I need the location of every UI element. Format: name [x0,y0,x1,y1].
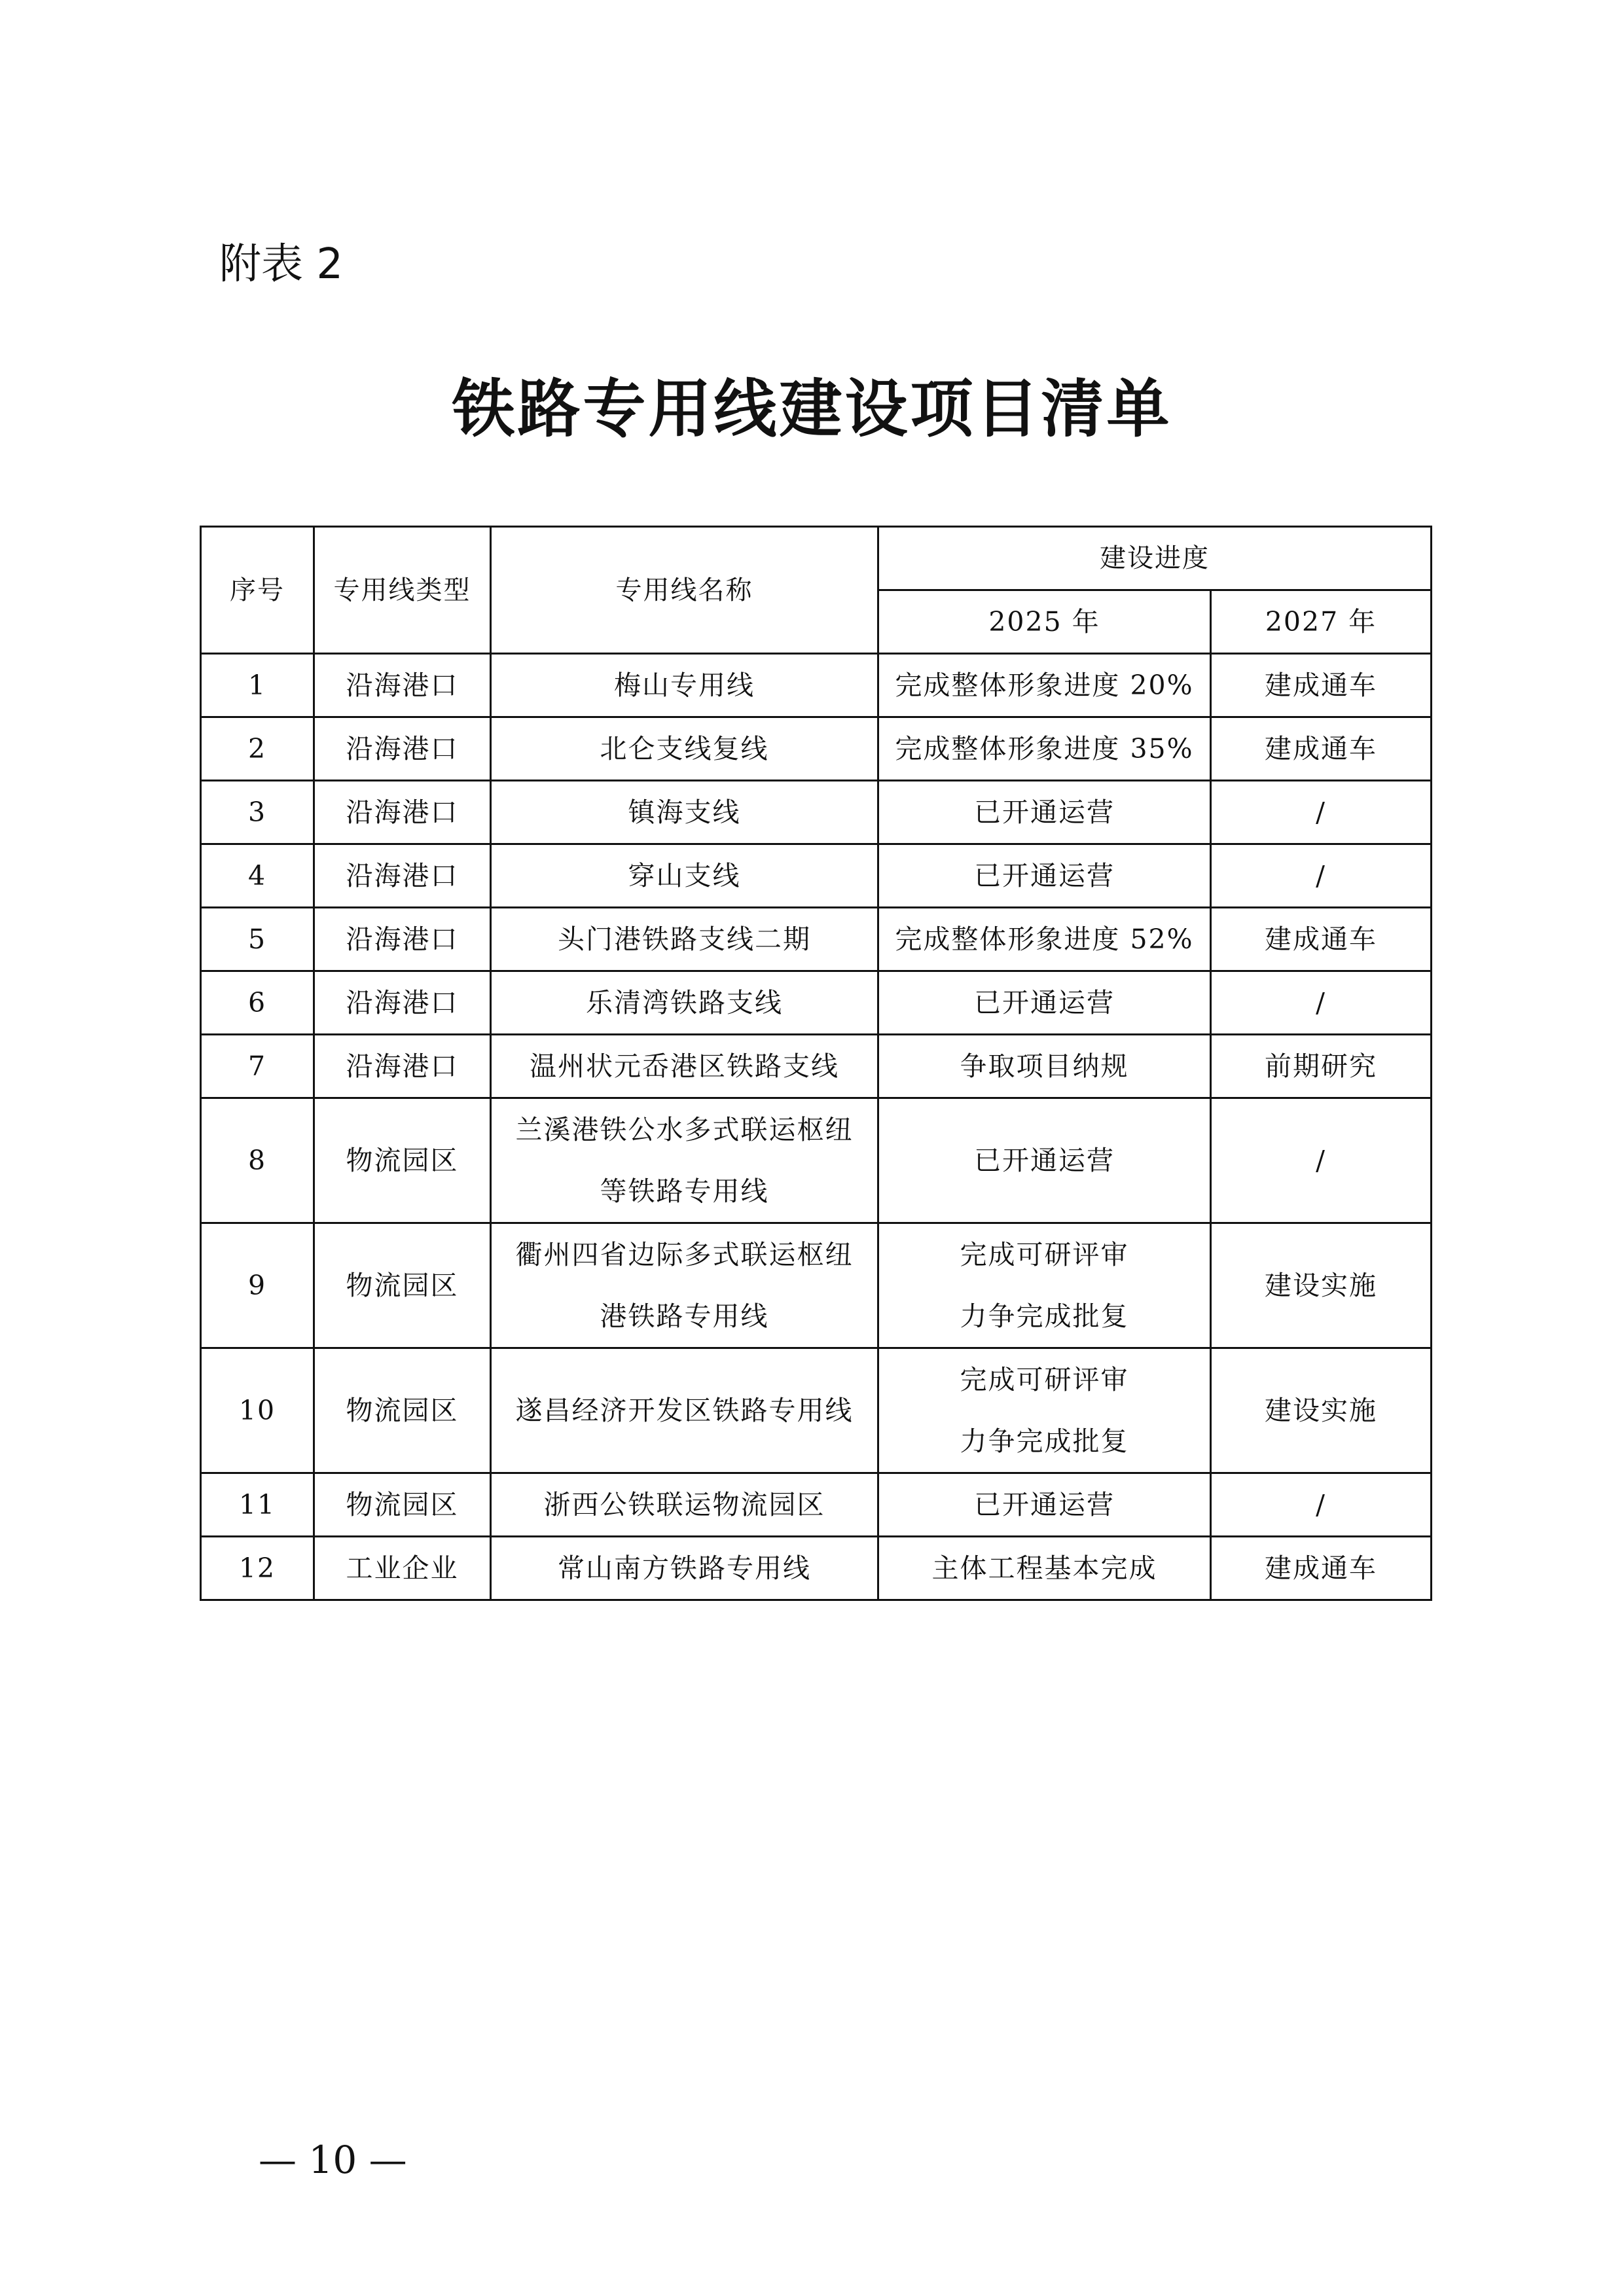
cell-2025-line: 已开通运营 [974,797,1115,828]
cell-2025 [878,1223,1211,1348]
cell-2025 [878,908,1211,971]
cell-name-line: 浙西公铁联运物流园区 [543,1489,825,1520]
cell-name-line: 温州状元岙港区铁路支线 [530,1050,839,1082]
cell-name [491,1348,878,1473]
cell-type: 物流园区 [314,1473,491,1537]
cell-2025-line: 完成可研评审 [960,1239,1129,1270]
cell-2027: / [1211,781,1432,844]
cell-index: 9 [201,1223,314,1348]
cell-2027: 建设实施 [1211,1223,1432,1348]
cell-name-line: 衢州四省边际多式联运枢纽 [515,1239,854,1270]
cell-name [491,1098,878,1223]
table-row [201,844,1432,908]
cell-2025-line: 力争完成批复 [960,1426,1129,1457]
table-row [201,908,1432,971]
table-row [201,1537,1432,1600]
cell-2027: 建成通车 [1211,654,1432,717]
cell-name [491,717,878,781]
cell-2025-line: 已开通运营 [974,987,1115,1018]
cell-type: 沿海港口 [314,971,491,1035]
cell-name [491,1473,878,1537]
cell-name [491,781,878,844]
cell-index: 1 [201,654,314,717]
cell-type: 物流园区 [314,1098,491,1223]
header-progress: 建设进度 [878,527,1432,590]
cell-2027: 建成通车 [1211,1537,1432,1600]
cell-2027: / [1211,971,1432,1035]
table-row [201,717,1432,781]
cell-type: 工业企业 [314,1537,491,1600]
cell-name [491,1537,878,1600]
cell-2025 [878,717,1211,781]
cell-2025-line: 已开通运营 [974,1145,1115,1176]
cell-name-line: 兰溪港铁公水多式联运枢纽 [515,1114,854,1145]
cell-index: 8 [201,1098,314,1223]
cell-2025-line: 完成整体形象进度 35% [895,733,1194,764]
cell-2027: / [1211,1098,1432,1223]
header-type: 专用线类型 [314,527,491,654]
cell-type: 物流园区 [314,1348,491,1473]
cell-2027: / [1211,844,1432,908]
cell-type: 沿海港口 [314,844,491,908]
cell-name-line: 乐清湾铁路支线 [586,987,783,1018]
cell-name-line: 常山南方铁路专用线 [558,1552,811,1584]
document-title: 铁路专用线建设项目清单 [452,372,1172,446]
cell-2027: 前期研究 [1211,1035,1432,1098]
cell-name-line: 梅山专用线 [614,670,755,701]
cell-2025-line: 已开通运营 [974,860,1115,891]
cell-index: 3 [201,781,314,844]
table-row [201,1473,1432,1537]
cell-index: 2 [201,717,314,781]
cell-2025 [878,1098,1211,1223]
cell-name-line: 北仑支线复线 [600,733,769,764]
cell-type: 沿海港口 [314,781,491,844]
attachment-label: 附表 2 [219,240,344,289]
cell-2025-line: 完成整体形象进度 52% [895,924,1194,955]
cell-2025-line: 已开通运营 [974,1489,1115,1520]
cell-type: 沿海港口 [314,717,491,781]
table-row [201,971,1432,1035]
cell-type: 物流园区 [314,1223,491,1348]
cell-index: 5 [201,908,314,971]
table-row [201,1223,1432,1348]
table-row [201,781,1432,844]
cell-2025 [878,971,1211,1035]
cell-index: 7 [201,1035,314,1098]
cell-2025 [878,654,1211,717]
header-index: 序号 [201,527,314,654]
cell-2025 [878,1348,1211,1473]
cell-2027: 建成通车 [1211,717,1432,781]
cell-name [491,654,878,717]
cell-name-line: 遂昌经济开发区铁路专用线 [515,1395,854,1426]
cell-type: 沿海港口 [314,1035,491,1098]
cell-name-line: 等铁路专用线 [600,1175,769,1207]
cell-2025 [878,1473,1211,1537]
cell-name-line: 镇海支线 [628,797,741,828]
cell-index: 10 [201,1348,314,1473]
page-number: — 10 — [259,2138,407,2182]
cell-2025-line: 完成可研评审 [960,1364,1129,1395]
table-row [201,1035,1432,1098]
cell-2025-line: 完成整体形象进度 20% [895,670,1194,701]
table-row [201,1098,1432,1223]
table-row [201,1348,1432,1473]
cell-2027: 建成通车 [1211,908,1432,971]
cell-2025-line: 争取项目纳规 [960,1050,1129,1082]
cell-name [491,971,878,1035]
cell-name-line: 穿山支线 [628,860,741,891]
cell-2027: 建设实施 [1211,1348,1432,1473]
cell-name-line: 港铁路专用线 [600,1300,769,1332]
header-2025: 2025 年 [878,590,1211,654]
cell-index: 11 [201,1473,314,1537]
table-row [201,654,1432,717]
cell-name [491,1223,878,1348]
cell-2025 [878,844,1211,908]
header-name: 专用线名称 [491,527,878,654]
cell-type: 沿海港口 [314,654,491,717]
cell-2025 [878,781,1211,844]
cell-name-line: 头门港铁路支线二期 [558,924,811,955]
header-2027: 2027 年 [1211,590,1432,654]
project-table [200,526,1432,1601]
cell-name [491,908,878,971]
cell-2025-line: 力争完成批复 [960,1300,1129,1332]
cell-2025 [878,1035,1211,1098]
cell-name [491,844,878,908]
table-body [201,654,1432,1600]
cell-type: 沿海港口 [314,908,491,971]
cell-index: 12 [201,1537,314,1600]
cell-name [491,1035,878,1098]
cell-index: 6 [201,971,314,1035]
cell-index: 4 [201,844,314,908]
cell-2025 [878,1537,1211,1600]
cell-2025-line: 主体工程基本完成 [931,1552,1157,1584]
cell-2027: / [1211,1473,1432,1537]
